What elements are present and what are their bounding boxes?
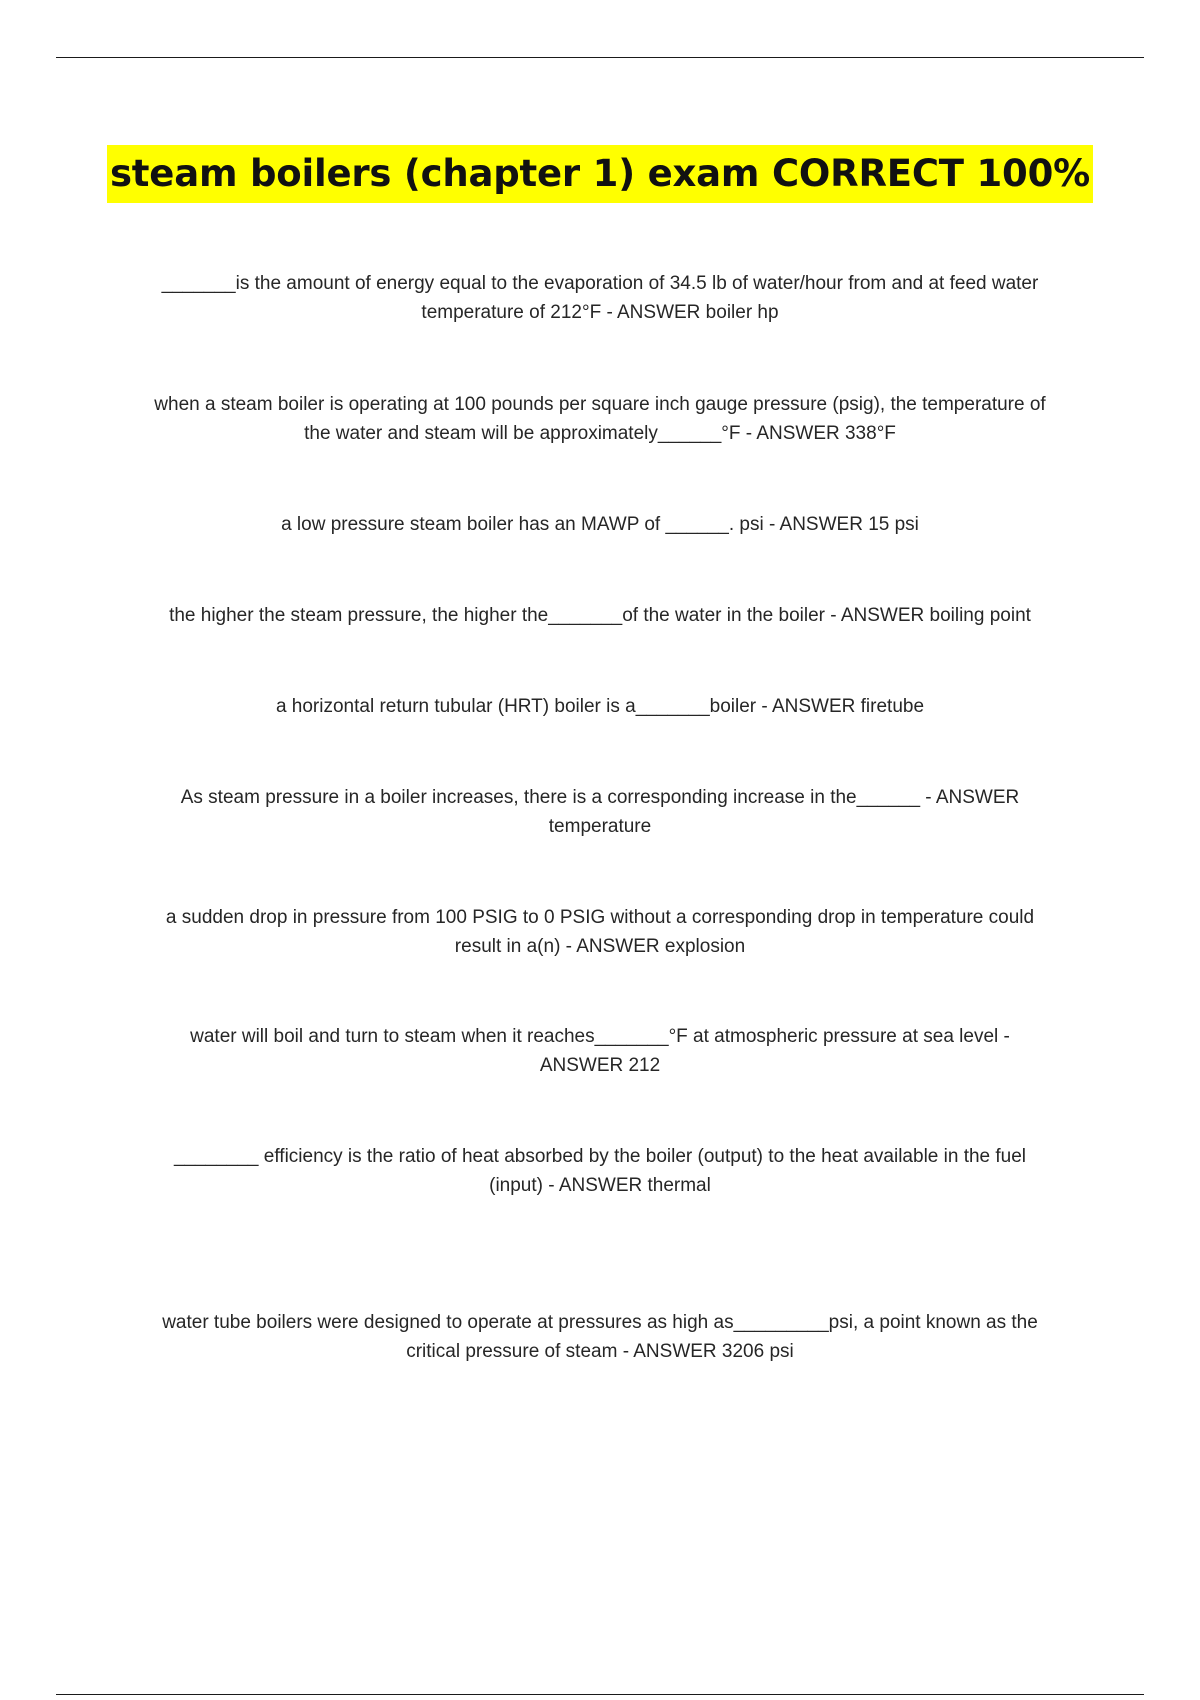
document-title: steam boilers (chapter 1) exam CORRECT 100% bbox=[107, 145, 1093, 203]
question-answer-1: _______is the amount of energy equal to the evaporation of 34.5 lb of water/hour from and at feed water temperature of 212°F - ANSWER boiler hp bbox=[161, 273, 1039, 323]
question-answer-7: a sudden drop in pressure from 100 PSIG to 0 PSIG without a corresponding drop in temperature could result in a(n) - ANSWER explosion bbox=[165, 907, 1035, 957]
question-answer-5: a horizontal return tubular (HRT) boiler is a_______boiler - ANSWER firetube bbox=[275, 696, 925, 717]
question-answer-10: water tube boilers were designed to operate at pressures as high as_________psi, a point known as the critical pressure of steam - ANSWER 3206 psi bbox=[162, 1312, 1038, 1362]
question-answer-6: As steam pressure in a boiler increases, there is a corresponding increase in the______ - ANSWER temperature bbox=[180, 787, 1020, 837]
question-answer-4: the higher the steam pressure, the higher the_______of the water in the boiler - ANSWER boiling point bbox=[169, 605, 1031, 626]
question-answer-9: ________ efficiency is the ratio of heat absorbed by the boiler (output) to the heat available in the fuel (input) - ANSWER thermal bbox=[173, 1146, 1027, 1196]
question-answer-3: a low pressure steam boiler has an MAWP of ______. psi - ANSWER 15 psi bbox=[281, 514, 919, 535]
question-answer-8: water will boil and turn to steam when it reaches_______°F at atmospheric pressure at sea level - ANSWER 212 bbox=[190, 1026, 1010, 1076]
title-container bbox=[0, 145, 1200, 203]
question-answer-2: when a steam boiler is operating at 100 pounds per square inch gauge pressure (psig), the temperature of the water and steam will be approximately______°F - ANSWER 338°F bbox=[154, 394, 1046, 444]
bottom-divider bbox=[56, 1694, 1144, 1695]
top-divider bbox=[56, 57, 1144, 58]
